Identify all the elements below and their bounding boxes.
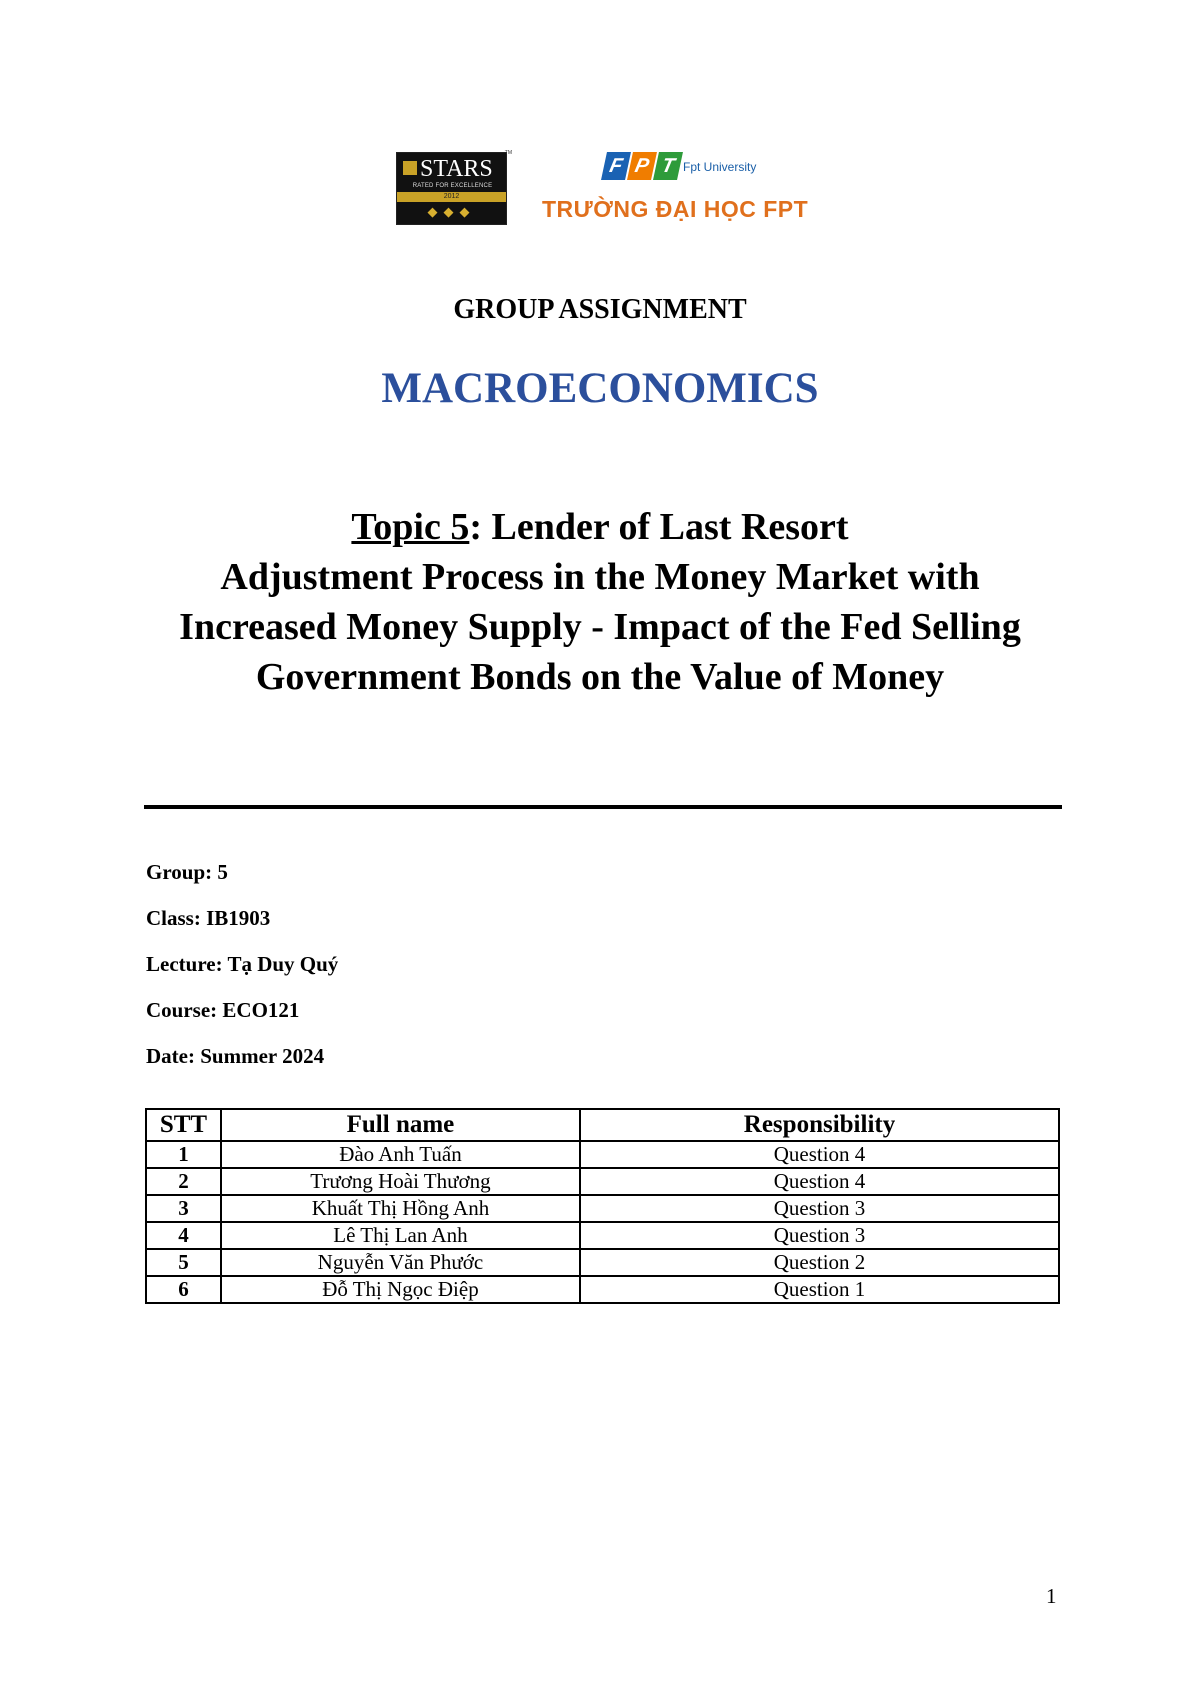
table-row	[146, 1249, 1059, 1276]
cell-responsibility: Question 3	[580, 1222, 1059, 1249]
cell-responsibility: Question 3	[580, 1195, 1059, 1222]
cell-full-name: Lê Thị Lan Anh	[221, 1222, 580, 1249]
stars-square-icon	[403, 161, 417, 175]
cell-responsibility: Question 4	[580, 1168, 1059, 1195]
assignment-info	[146, 860, 338, 1090]
cell-stt: 6	[146, 1276, 221, 1303]
stars-trademark: TM	[504, 150, 512, 156]
cell-stt: 1	[146, 1141, 221, 1168]
topic-separator: :	[469, 506, 492, 548]
cell-responsibility: Question 1	[580, 1276, 1059, 1303]
info-lecture: Lecture: Tạ Duy Quý	[146, 952, 339, 976]
fpt-letter-p: P	[627, 152, 657, 180]
info-course: Course: ECO121	[146, 998, 300, 1022]
cell-stt: 2	[146, 1168, 221, 1195]
column-header-stt: STT	[146, 1109, 221, 1141]
topic-line-1-text: Lender of Last Resort	[491, 506, 849, 548]
topic-line-4: Government Bonds on the Value of Money	[255, 656, 945, 698]
table-header-row	[146, 1109, 1059, 1141]
table-row	[146, 1168, 1059, 1195]
column-header-responsibility: Responsibility	[580, 1109, 1059, 1141]
info-class: Class: IB1903	[146, 906, 271, 930]
fpt-vietnamese-name: TRƯỜNG ĐẠI HỌC FPT	[542, 196, 809, 222]
table-row	[146, 1222, 1059, 1249]
cell-full-name: Đào Anh Tuấn	[221, 1141, 580, 1168]
topic-label: Topic 5	[351, 506, 470, 548]
qs-stars-logo	[396, 150, 512, 225]
cell-responsibility: Question 4	[580, 1141, 1059, 1168]
topic-line-2: Adjustment Process in the Money Market with	[220, 556, 980, 598]
table-row	[146, 1276, 1059, 1303]
fpt-university-logo	[542, 152, 812, 230]
stars-logo-subtitle: RATED FOR EXCELLENCE	[412, 183, 493, 189]
cell-full-name: Đỗ Thị Ngọc Điệp	[221, 1276, 580, 1303]
fpt-letter-t: T	[653, 152, 683, 180]
cell-stt: 4	[146, 1222, 221, 1249]
column-header-full-name: Full name	[221, 1109, 580, 1141]
cell-full-name: Trương Hoài Thương	[221, 1168, 580, 1195]
assignment-heading: GROUP ASSIGNMENT	[453, 294, 747, 325]
topic-title	[100, 502, 1100, 702]
cell-responsibility: Question 2	[580, 1249, 1059, 1276]
header-logos	[396, 152, 816, 230]
stars-logo-word: STARS	[420, 156, 493, 182]
course-title: MACROECONOMICS	[381, 365, 819, 412]
fpt-university-label: Fpt University	[683, 160, 757, 174]
info-group: Group: 5	[146, 860, 228, 884]
table-row	[146, 1141, 1059, 1168]
topic-line-1	[100, 502, 1100, 552]
stars-logo-year: 2012	[397, 192, 506, 202]
members-table	[145, 1108, 1060, 1304]
page-number: 1	[1046, 1584, 1057, 1608]
cell-stt: 3	[146, 1195, 221, 1222]
table-row	[146, 1195, 1059, 1222]
cell-stt: 5	[146, 1249, 221, 1276]
topic-line-3: Increased Money Supply - Impact of the Fed Selling	[179, 606, 1021, 648]
cell-full-name: Nguyễn Văn Phước	[221, 1249, 580, 1276]
cell-full-name: Khuất Thị Hồng Anh	[221, 1195, 580, 1222]
fpt-letter-f: F	[601, 152, 631, 180]
stars-rating-icon: ◆◆◆	[427, 205, 476, 220]
info-date: Date: Summer 2024	[146, 1044, 325, 1068]
horizontal-divider	[144, 805, 1062, 809]
